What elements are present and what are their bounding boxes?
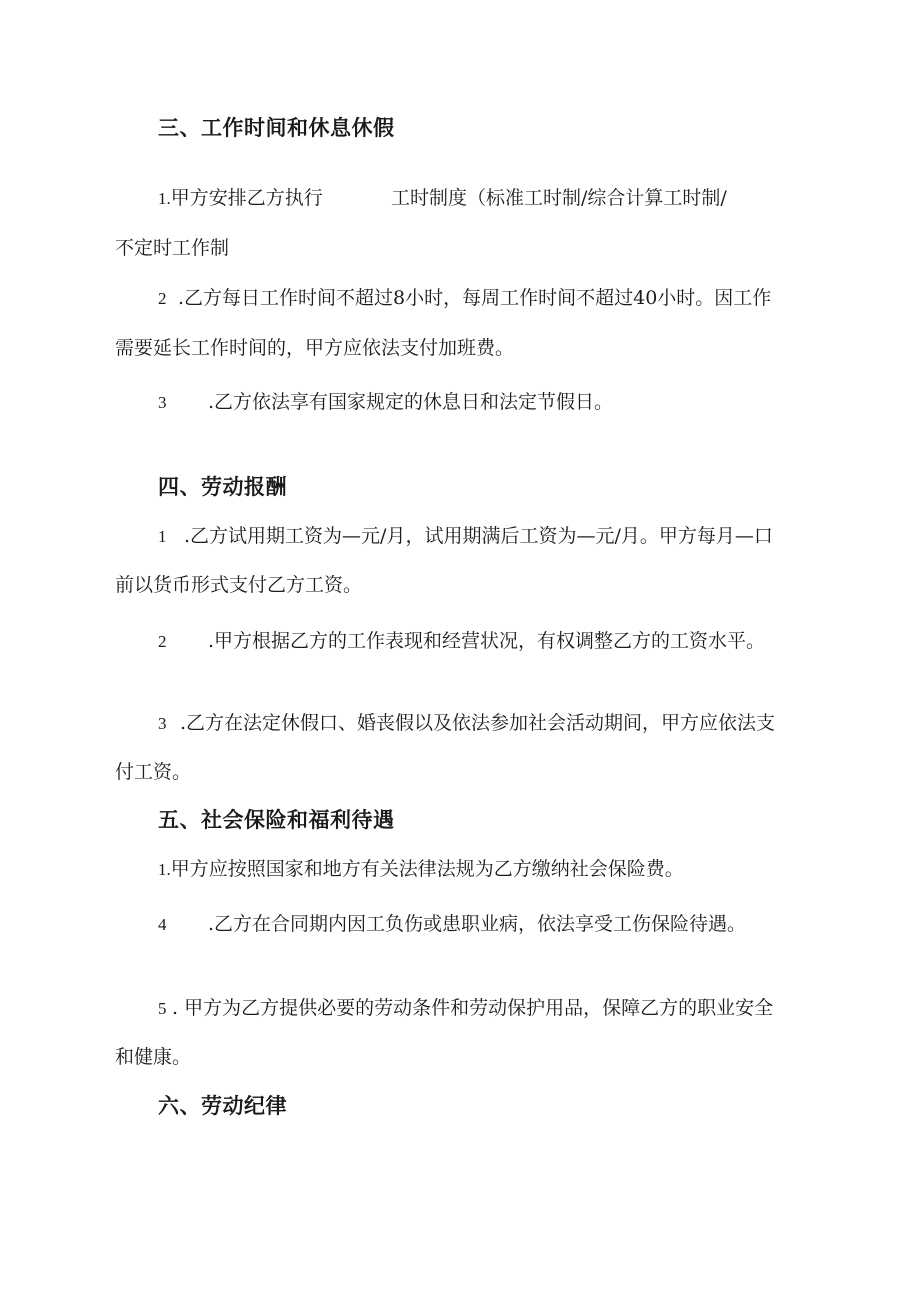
item-number: 2	[158, 632, 167, 651]
s5-item-3	[158, 996, 773, 1021]
item-number: 1	[158, 527, 167, 546]
section-3-heading: 三、工作时间和休息休假	[158, 116, 395, 140]
s4-item-3	[158, 711, 775, 736]
item-number: 1.	[158, 189, 171, 208]
s4-item-2	[158, 629, 765, 654]
s3-item-2	[158, 286, 771, 311]
section-6-heading: 六、劳动纪律	[158, 1094, 287, 1118]
s3-item-2-continuation: 需要延长工作时间的，甲方应依法支付加班费。	[115, 337, 515, 359]
section-4-heading: 四、劳动报酬	[158, 475, 287, 499]
item-text: .乙方在法定休假口、婚丧假以及依法参加社会活动期间，甲方应依法支	[180, 712, 776, 734]
s3-item-1	[158, 186, 323, 211]
item-text: 甲方应按照国家和地方有关法律法规为乙方缴纳社会保险费。	[170, 858, 684, 880]
s4-item-1-continuation: 前以货币形式支付乙方工资。	[115, 574, 363, 596]
item-text: . 甲方为乙方提供必要的劳动条件和劳动保护用品，保障乙方的职业安全	[172, 997, 774, 1019]
s3-item-1-continuation: 不定时工作制	[115, 237, 230, 259]
s3-item-3	[158, 390, 613, 415]
item-text: .甲方根据乙方的工作表现和经营状况，有权调整乙方的工资水平。	[208, 630, 766, 652]
item-text: .乙方依法享有国家规定的休息日和法定节假日。	[208, 391, 614, 413]
section-5-heading: 五、社会保险和福利待遇	[158, 808, 395, 832]
item-number: 4	[158, 915, 167, 934]
item-number: 2	[158, 289, 167, 308]
s5-item-3-continuation: 和健康。	[115, 1046, 192, 1068]
item-number: 1.	[158, 860, 171, 879]
s5-item-2	[158, 912, 746, 937]
s4-item-3-continuation: 付工资。	[115, 761, 192, 783]
item-number: 5	[158, 999, 167, 1018]
s4-item-1	[158, 524, 773, 549]
item-text: 甲方安排乙方执行	[170, 187, 323, 209]
item-text: .乙方试用期工资为—元/月，试用期满后工资为—元/月。甲方每月—口	[184, 525, 773, 547]
s3-item-1-tail: 工时制度（标准工时制/综合计算工时制/	[391, 187, 727, 209]
item-number: 3	[158, 393, 167, 412]
item-text: .乙方在合同期内因工负伤或患职业病，依法享受工伤保险待遇。	[208, 913, 747, 935]
s5-item-1	[158, 857, 684, 882]
item-text: .乙方每日工作时间不超过8小时，每周工作时间不超过40小时。因工作	[178, 287, 772, 309]
item-number: 3	[158, 714, 167, 733]
